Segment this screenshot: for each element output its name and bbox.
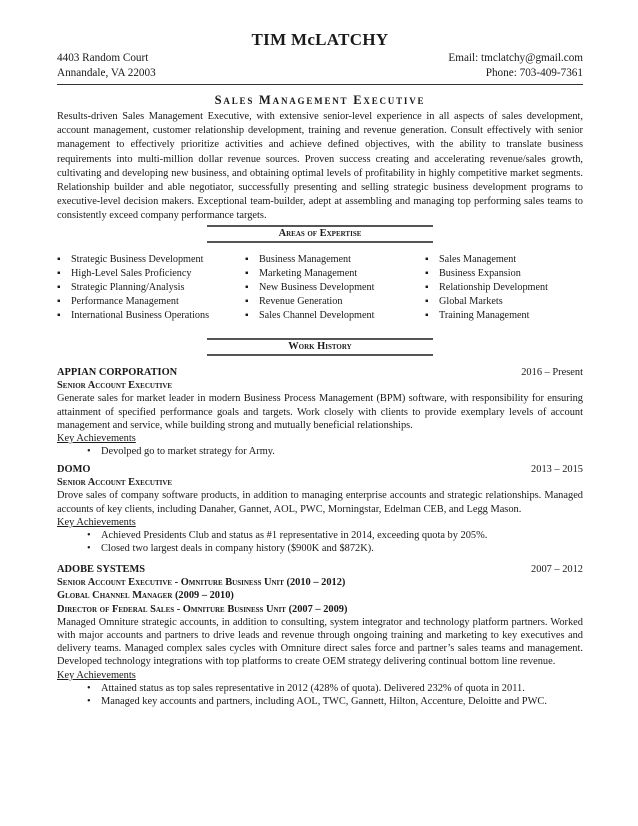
job-dates: 2016 – Present [521, 367, 583, 378]
company-name: APPIAN CORPORATION [57, 367, 178, 378]
achievements-list [57, 445, 583, 458]
header-divider [57, 84, 583, 85]
achievement-item: • Achieved Presidents Club and status as #1 representative in 2014, exceeding quota by 205%. [87, 529, 583, 542]
job-role: Senior Account Executive - Omniture Business Unit (2010 – 2012) [57, 577, 346, 589]
job-dates: 2013 – 2015 [531, 464, 583, 475]
contact-row-1 [57, 52, 583, 64]
achievement-item: • Managed key accounts and partners, including AOL, TWC, Gannett, Hilton, Accenture, Deloitte and PWC. [87, 695, 583, 708]
expertise-item: ▪ Global Markets [425, 295, 583, 309]
job-header [57, 463, 583, 476]
work-top-bar [207, 338, 433, 340]
work-bottom-bar [207, 354, 433, 356]
expertise-item: ▪ Relationship Development [425, 281, 583, 295]
expertise-item: ▪ Business Management [245, 253, 425, 267]
expertise-item: ▪ Performance Management [57, 295, 245, 309]
expertise-column-1 [57, 253, 245, 323]
phone: Phone: 703-409-7361 [485, 67, 583, 79]
expertise-item: ▪ Marketing Management [245, 267, 425, 281]
address-line-2: Annandale, VA 22003 [57, 67, 156, 79]
expertise-bottom-bar [207, 241, 433, 243]
expertise-item: ▪ Strategic Planning/Analysis [57, 281, 245, 295]
expertise-item: ▪ Training Management [425, 309, 583, 323]
achievement-item: • Devolped go to market strategy for Army. [87, 445, 583, 458]
work-heading: Work History [288, 341, 352, 352]
expertise-item: ▪ Business Expansion [425, 267, 583, 281]
expertise-item: ▪ New Business Development [245, 281, 425, 295]
job-description: Managed Omniture strategic accounts, in addition to consulting, system integrator and technology platform partners. Worked with major accounts and partners to drive leads and revenue through ongoing training and marketing to key executives and delivery teams. Managed complex sales cycles with Omniture direct sales force and partner’s sales teams and management. Developed technology integrations with top platforms to create OEM strategy delivering continual bottom line revenue. [57, 616, 583, 668]
achievements-list [57, 529, 583, 555]
job-role: Director of Federal Sales - Omniture Business Unit (2007 – 2009) [57, 603, 348, 615]
summary-paragraph: Results-driven Sales Management Executive, with extensive senior-level experience in all aspects of sales development, account management, customer relationship development, training and revenue generation. Consult effectively with senior management to effectively prioritize activities and achieve defined objectives, with the ability to translate business requirements into multi-million dollar revenue sources. Proven success creating and accelerating revenue/sales growth, cultivating and developing new business, and obtaining optimal levels of profitability in highly competitive market segments. Relationship builder and able negotiator, successfully presenting and selling strategic business development programs to executive-level decision makers. Exceptional team-builder, adept at assembling and managing top performing sales teams to consistently exceed company performance targets. [57, 111, 583, 222]
expertise-item: ▪ Sales Management [425, 253, 583, 267]
email: Email: tmclatchy@gmail.com [448, 52, 583, 64]
expertise-item: ▪ Revenue Generation [245, 295, 425, 309]
job-entry-appian [57, 366, 583, 458]
key-achievements-label: Key Achievements [57, 669, 136, 681]
expertise-column-3 [425, 253, 583, 323]
job-description: Drove sales of company software products, in addition to managing enterprise accounts and strategic relationships. Managed accounts of key clients, including Danaher, Gannet, AOL, PWC, Morningstar, Edelman CEB, and Legg Mason. [57, 490, 583, 515]
job-role: Global Channel Manager (2009 – 2010) [57, 590, 234, 602]
job-header [57, 366, 583, 379]
expertise-item: ▪ Strategic Business Development [57, 253, 245, 267]
candidate-name: TIM McLATCHY [251, 30, 389, 49]
achievement-item: • Attained status as top sales representative in 2012 (428% of quota). Delivered 232% of quota in 2011. [87, 682, 583, 695]
expertise-top-bar [207, 225, 433, 227]
company-name: ADOBE SYSTEMS [57, 564, 146, 575]
job-dates: 2007 – 2012 [531, 564, 583, 575]
expertise-column-2 [245, 253, 425, 323]
company-name: DOMO [57, 464, 91, 475]
expertise-item: ▪ Sales Channel Development [245, 309, 425, 323]
job-description: Generate sales for market leader in modern Business Process Management (BPM) software, with responsibility for ensuring attainment of specified performance goals and targets. Work closely with clients to provide exemplary levels of account management and service, while building strong and mutually beneficial relationships. [57, 393, 583, 431]
key-achievements-label: Key Achievements [57, 516, 136, 528]
key-achievements-label: Key Achievements [57, 433, 136, 445]
job-entry-adobe [57, 563, 583, 708]
job-header [57, 563, 583, 576]
expertise-item: ▪ High-Level Sales Proficiency [57, 267, 245, 281]
expertise-heading: Areas of Expertise [278, 228, 362, 239]
expertise-list [57, 253, 583, 323]
address-line-1: 4403 Random Court [57, 52, 149, 64]
job-entry-domo [57, 463, 583, 555]
resume-title: Sales Management Executive [214, 93, 426, 107]
expertise-item: ▪ International Business Operations [57, 309, 245, 323]
achievements-list [57, 682, 583, 708]
contact-row-2 [57, 67, 583, 79]
job-role: Senior Account Executive [57, 380, 173, 392]
job-role: Senior Account Executive [57, 477, 173, 489]
achievement-item: • Closed two largest deals in company history ($900K and $872K). [87, 542, 583, 555]
